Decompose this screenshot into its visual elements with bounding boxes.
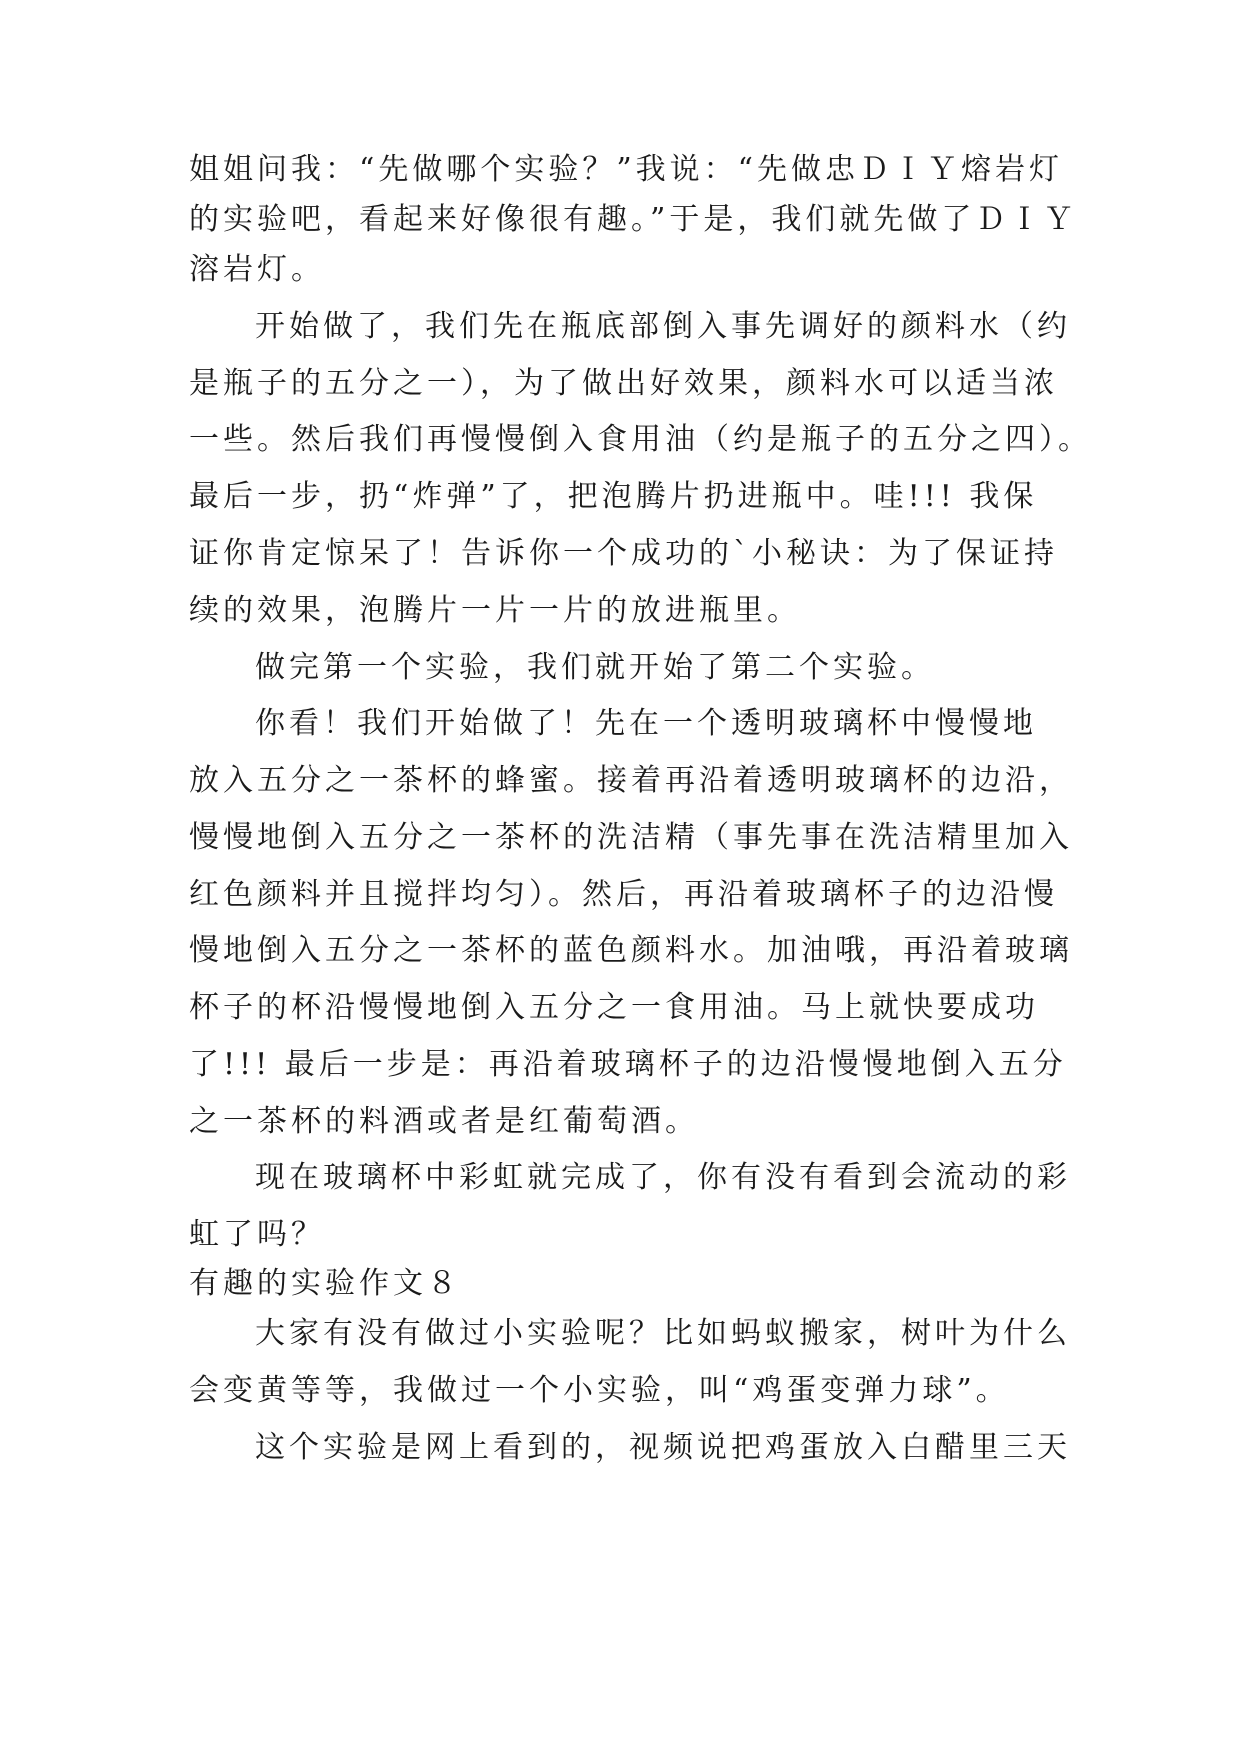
text-line: 慢地倒入五分之一茶杯的蓝色颜料水。加油哦，再沿着玻璃 [189, 933, 1073, 968]
text-line: 杯子的杯沿慢慢地倒入五分之一食用油。马上就快要成功 [189, 990, 1039, 1025]
text-line: 一些。然后我们再慢慢倒入食用油（约是瓶子的五分之四）。 [189, 422, 1092, 457]
text-line: 姐姐问我：“先做哪个实验？”我说：“先做忠ＤＩＹ熔岩灯 [189, 152, 1064, 187]
text-line: 红色颜料并且搅拌均匀）。然后，再沿着玻璃杯子的边沿慢 [189, 877, 1058, 912]
paragraph-start-line: 做完第一个实验，我们就开始了第二个实验。 [255, 650, 935, 685]
text-line: 了!!! 最后一步是：再沿着玻璃杯子的边沿慢慢地倒入五分 [189, 1047, 1067, 1082]
text-line: 的实验吧，看起来好像很有趣。”于是，我们就先做了ＤＩＹ [189, 202, 1078, 237]
text-line: 放入五分之一茶杯的蜂蜜。接着再沿着透明玻璃杯的边沿， [189, 763, 1073, 798]
paragraph-start-line: 你看！我们开始做了！先在一个透明玻璃杯中慢慢地 [255, 706, 1037, 741]
text-line: 最后一步，扔“炸弹”了，把泡腾片扔进瓶中。哇!!! 我保 [189, 479, 1038, 514]
text-line: 虹了吗？ [189, 1217, 325, 1252]
text-line: 会变黄等等，我做过一个小实验，叫“鸡蛋变弹力球”。 [189, 1373, 1010, 1408]
text-line: 之一茶杯的料酒或者是红葡萄酒。 [189, 1104, 699, 1139]
text-line: 慢慢地倒入五分之一茶杯的洗洁精（事先事在洗洁精里加入 [189, 820, 1073, 855]
paragraph-start-line: 现在玻璃杯中彩虹就完成了，你有没有看到会流动的彩 [255, 1160, 1071, 1195]
paragraph-start-line: 开始做了，我们先在瓶底部倒入事先调好的颜料水（约 [255, 309, 1071, 344]
section-heading: 有趣的实验作文８ [189, 1266, 461, 1301]
text-line: 是瓶子的五分之一），为了做出好效果，颜料水可以适当浓 [189, 366, 1058, 401]
text-line: 证你肯定惊呆了！告诉你一个成功的`小秘诀：为了保证持 [189, 536, 1058, 571]
text-line: 续的效果，泡腾片一片一片的放进瓶里。 [189, 593, 801, 628]
text-line: 溶岩灯。 [189, 252, 325, 287]
paragraph-start-line: 这个实验是网上看到的，视频说把鸡蛋放入白醋里三天 [255, 1430, 1071, 1465]
paragraph-start-line: 大家有没有做过小实验呢？比如蚂蚁搬家，树叶为什么 [255, 1316, 1071, 1351]
